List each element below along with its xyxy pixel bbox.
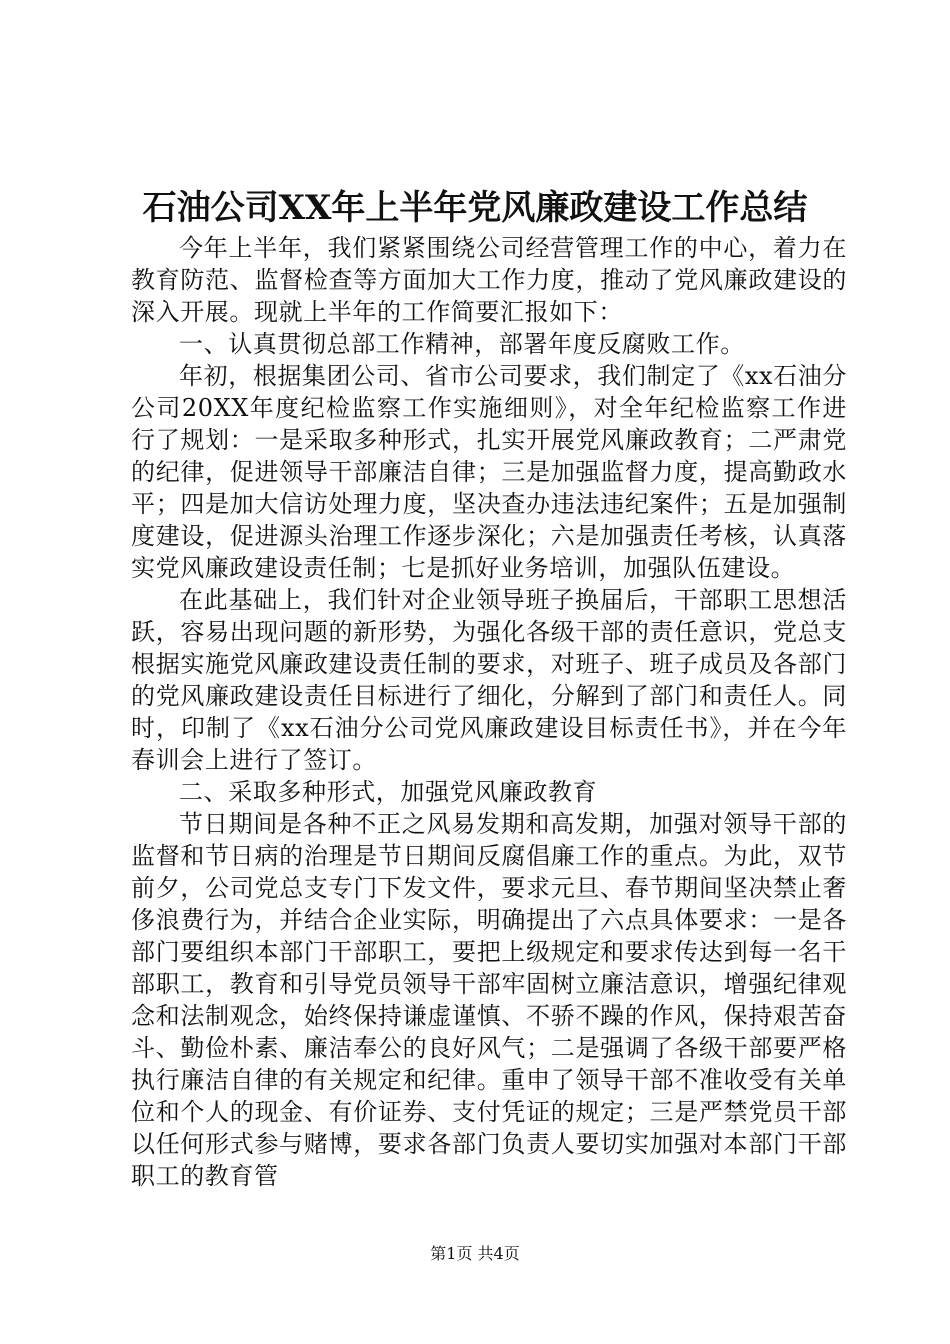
body-paragraph: 今年上半年，我们紧紧围绕公司经营管理工作的中心，着力在教育防范、监督检查等方面加大工作力度，推动了党风廉政建设的深入开展。现就上半年的工作简要汇报如下： — [131, 234, 847, 326]
section-heading: 一、认真贯彻总部工作精神，部署年度反腐败工作。 — [179, 330, 745, 358]
section-heading: 二、采取多种形式，加强党风廉政教育 — [179, 778, 598, 806]
document-title: 石油公司XX年上半年党风廉政建设工作总结 — [142, 188, 808, 228]
document-body — [131, 232, 847, 1192]
body-paragraph: 节日期间是各种不正之风易发期和高发期，加强对领导干部的监督和节日病的治理是节日期间反腐倡廉工作的重点。为此，双节前夕，公司党总支专门下发文件，要求元旦、春节期间坚决禁止奢侈浪费行为，并结合企业实际，明确提出了六点具体要求：一是各部门要组织本部门干部职工，要把上级规定和要求传达到每一名干部职工，教育和引导党员领导干部牢固树立廉洁意识，增强纪律观念和法制观念，始终保持谦虚谨慎、不骄不躁的作风，保持艰苦奋斗、勤俭朴素、廉洁奉公的良好风气；二是强调了各级干部要严格执行廉洁自律的有关规定和纪律。重申了领导干部不准收受有关单位和个人的现金、有价证券、支付凭证的规定；三是严禁党员干部以任何形式参与赌博，要求各部门负责人要切实加强对本部门干部职工的教育管 — [131, 810, 847, 1190]
body-paragraph: 在此基础上，我们针对企业领导班子换届后，干部职工思想活跃，容易出现问题的新形势，为强化各级干部的责任意识，党总支根据实施党风廉政建设责任制的要求，对班子、班子成员及各部门的党风廉政建设责任目标进行了细化，分解到了部门和责任人。同时，印制了《xx石油分公司党风廉政建设目标责任书》，并在今年春训会上进行了签订。 — [131, 586, 847, 774]
page-footer: 第1页 共4页 — [430, 1244, 520, 1263]
body-paragraph: 年初，根据集团公司、省市公司要求，我们制定了《xx石油分公司20XX年度纪检监察工作实施细则》，对全年纪检监察工作进行了规划：一是采取多种形式，扎实开展党风廉政教育；二严肃党的纪律，促进领导干部廉洁自律；三是加强监督力度，提高勤政水平；四是加大信访处理力度，坚决查办违法违纪案件；五是加强制度建设，促进源头治理工作逐步深化；六是加强责任考核，认真落实党风廉政建设责任制；七是抓好业务培训，加强队伍建设。 — [131, 362, 847, 582]
